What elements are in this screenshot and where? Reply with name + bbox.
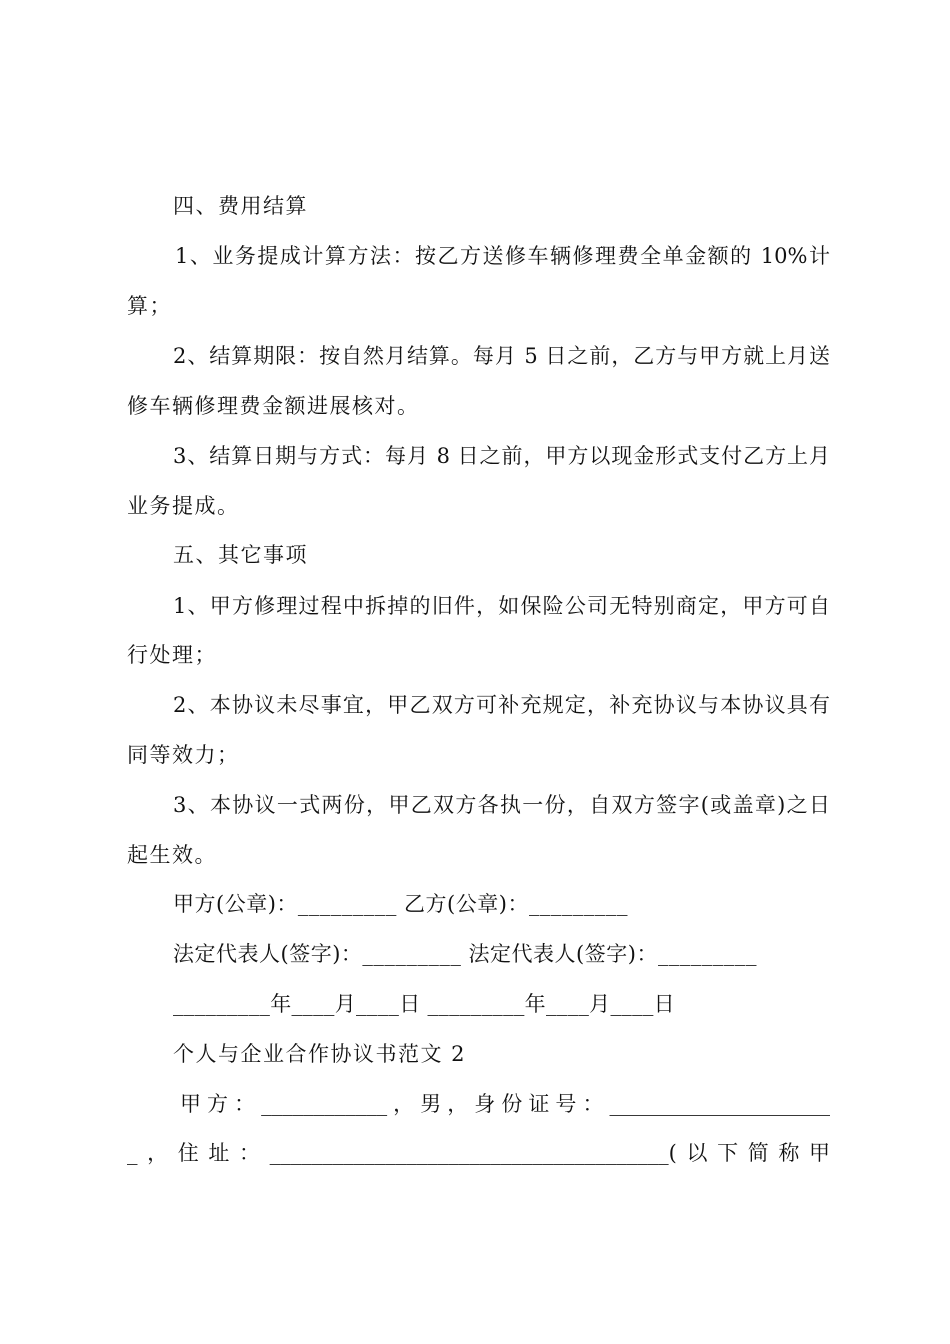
signature-seal-line: 甲方(公章)：_________ 乙方(公章)：_________ [173, 892, 628, 916]
paragraph-line: 算； [127, 294, 172, 318]
party-a-line: 甲方：____________，男，身份证号：_____________________ [180, 1092, 830, 1116]
paragraph-line: 起生效。 [127, 843, 217, 867]
paragraph-line: 3、本协议一式两份，甲乙双方各执一份，自双方签字(或盖章)之日 [173, 793, 830, 817]
paragraph-line: 2、结算期限：按自然月结算。每月 5 日之前，乙方与甲方就上月送 [173, 344, 830, 368]
paragraph-line: 修车辆修理费金额进展核对。 [127, 394, 420, 418]
paragraph-line: 同等效力； [127, 743, 240, 767]
section-heading-fee-settlement: 四、费用结算 [173, 194, 308, 218]
paragraph-line: 业务提成。 [127, 494, 240, 518]
paragraph-line: 1、甲方修理过程中拆掉的旧件，如保险公司无特别商定，甲方可自 [173, 594, 830, 618]
signature-date-line: _________年____月____日 _________年____月____日 [173, 992, 675, 1016]
paragraph-line: 1、业务提成计算方法：按乙方送修车辆修理费全单金额的 10%计 [175, 244, 830, 268]
paragraph-line: 2、本协议未尽事宜，甲乙双方可补充规定，补充协议与本协议具有 [173, 693, 830, 717]
document-title-2: 个人与企业合作协议书范文 2 [173, 1042, 467, 1066]
section-heading-other-matters: 五、其它事项 [173, 543, 308, 567]
party-a-address-line: _，住址：______________________________________(以下简称甲 [127, 1141, 830, 1165]
signature-representative-line: 法定代表人(签字)：_________ 法定代表人(签字)：_________ [173, 942, 757, 966]
paragraph-line: 行处理； [127, 643, 217, 667]
paragraph-line: 3、结算日期与方式：每月 8 日之前，甲方以现金形式支付乙方上月 [173, 444, 830, 468]
